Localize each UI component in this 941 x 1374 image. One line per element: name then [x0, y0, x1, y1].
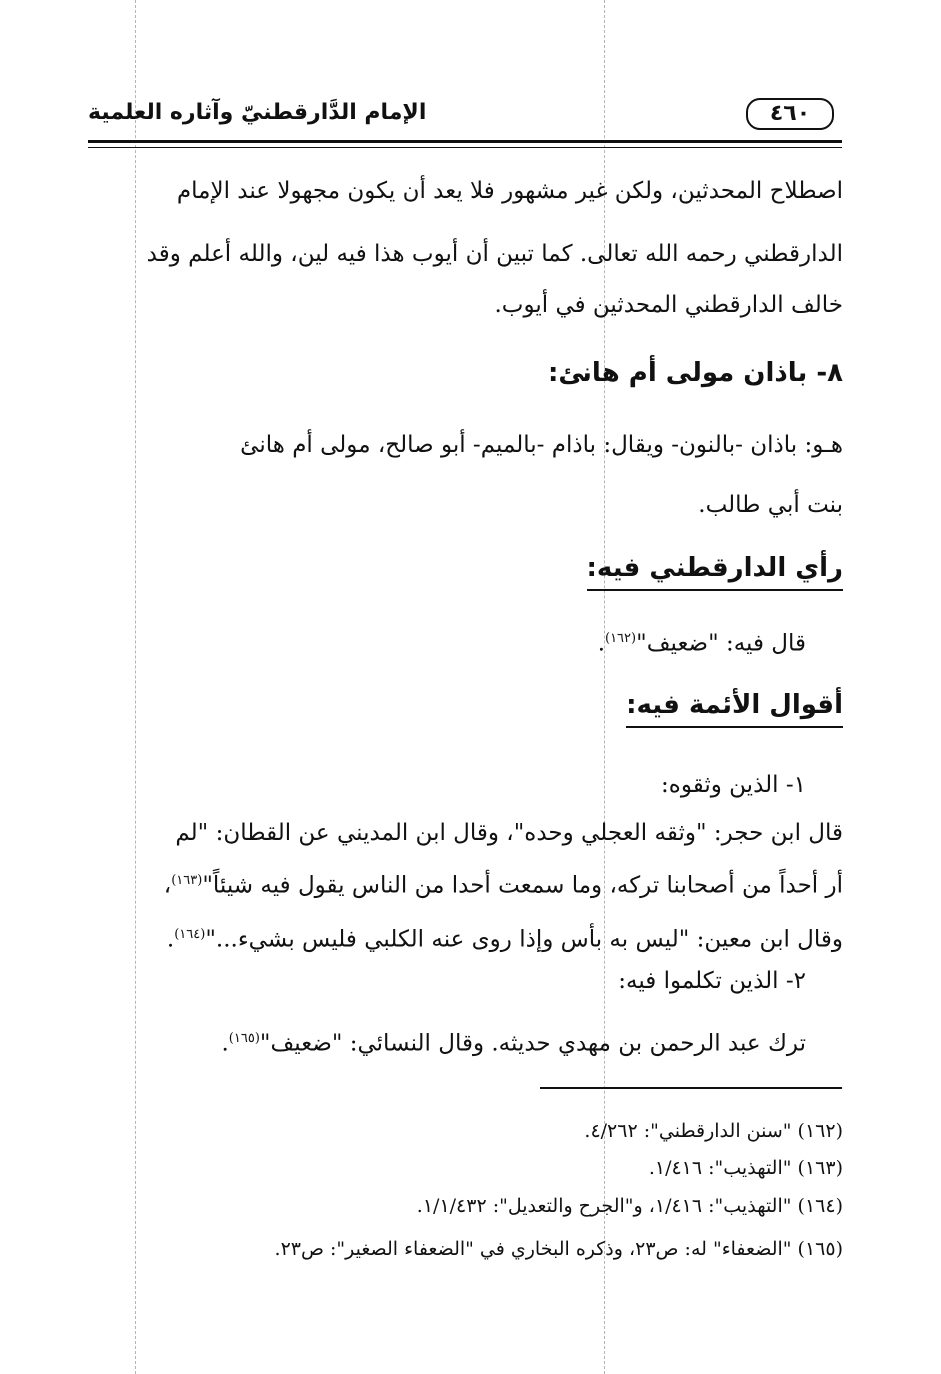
header-rule-thick: [88, 140, 842, 143]
footnote: (١٦٢) "سنن الدارقطني": ٤/٢٦٢.: [584, 1120, 843, 1142]
footnote-ref: (١٦٣): [171, 873, 203, 888]
footnote-separator: [540, 1087, 842, 1089]
footnote-ref: (١٦٥): [228, 1031, 260, 1046]
footnote-ref: (١٦٢): [605, 631, 637, 646]
body-line: [98, 866, 843, 901]
footnote-ref: (١٦٤): [174, 927, 206, 942]
footnote: (١٦٣) "التهذيب": ١/٤١٦.: [648, 1157, 843, 1179]
body-line: بنت أبي طالب.: [698, 492, 843, 518]
running-header: [88, 96, 842, 146]
body-line: الدارقطني رحمه الله تعالى. كما تبين أن أيوب هذا فيه لين، والله أعلم وقد: [146, 241, 843, 267]
opinion-text: قال فيه: "ضعيف": [636, 630, 806, 657]
criticized-heading: ٢- الذين تكلموا فيه:: [618, 968, 806, 994]
footnote: (١٦٥) "الضعفاء" له: ص٢٣، وذكره البخاري في "الضعفاء الصغير": ص٢٣.: [274, 1238, 843, 1260]
imams-heading-text: أقوال الأئمة فيه:: [626, 690, 843, 728]
body-line: [98, 920, 843, 955]
opinion-line: [61, 624, 806, 659]
page-number: ٤٦٠: [746, 98, 834, 130]
imams-heading: [98, 690, 843, 728]
section-heading: ٨- باذان مولى أم هانئ:: [547, 358, 843, 388]
criticized-end: .: [221, 1030, 229, 1057]
footnote: (١٦٤) "التهذيب": ١/٤١٦، و"الجرح والتعديل": ١/١/٤٣٢.: [416, 1195, 843, 1217]
opinion-heading-text: رأي الدارقطني فيه:: [587, 553, 843, 591]
opinion-end: .: [597, 630, 605, 657]
book-title: الإمام الدَّارقطنيّ وآثاره العلمية: [88, 100, 427, 125]
body-line: هـو: باذان -بالنون- ويقال: باذام -بالميم- أبو صالح، مولى أم هانئ: [240, 432, 843, 458]
criticized-text: ترك عبد الرحمن بن مهدي حديثه. وقال النسائي: "ضعيف": [259, 1030, 806, 1057]
body-end: .: [166, 926, 175, 953]
header-rule-thin: [88, 147, 842, 148]
body-text: أر أحداً من أصحابنا تركه، وما سمعت أحدا من الناس يقول فيه شيئاً": [202, 872, 843, 899]
body-line: خالف الدارقطني المحدثين في أيوب.: [494, 292, 843, 318]
opinion-heading: [98, 553, 843, 591]
body-line: قال ابن حجر: "وثقه العجلي وحده"، وقال ابن المديني عن القطان: "لم: [175, 820, 843, 846]
body-end: ،: [163, 872, 172, 899]
body-line: اصطلاح المحدثين، ولكن غير مشهور فلا يعد أن يكون مجهولا عند الإمام: [176, 178, 843, 204]
criticized-line: [61, 1024, 806, 1059]
body-text: وقال ابن معين: "ليس به بأس وإذا روى عنه الكلبي فليس بشيء...": [205, 926, 843, 953]
trusted-heading: ١- الذين وثقوه:: [661, 772, 806, 798]
